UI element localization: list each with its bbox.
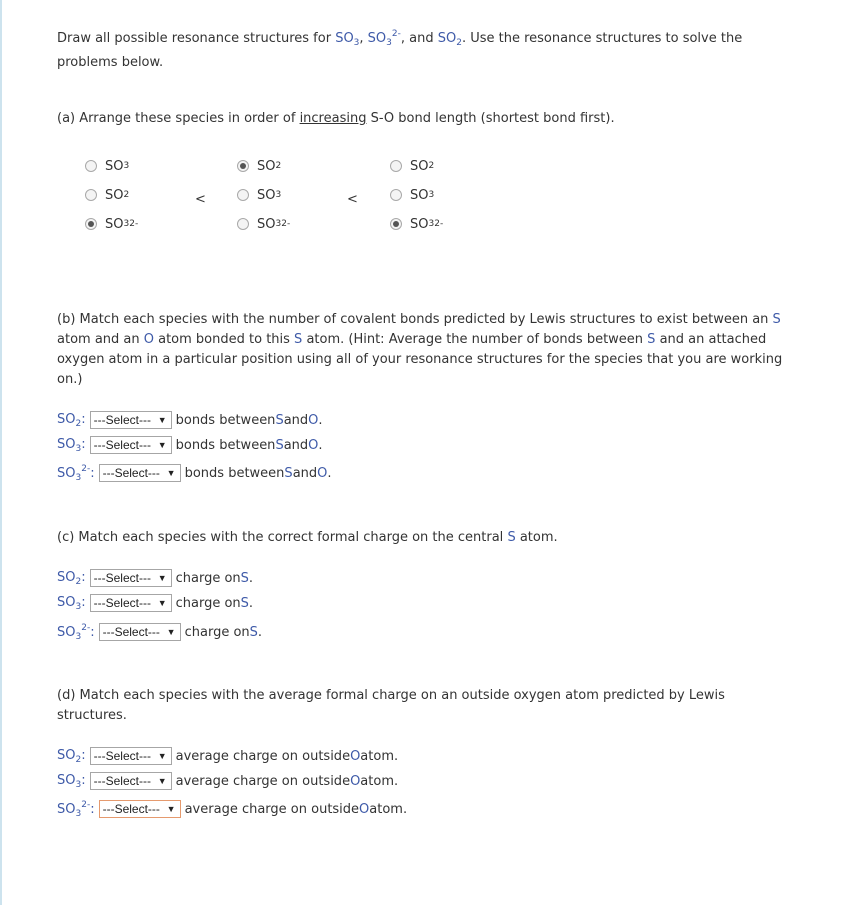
part-d-row-so3-2minus: $SO_3^{2-}$: ---Select--- ▼ average charge on outside O atom. (57, 799, 408, 819)
radio-option-g2-so3-2minus[interactable]: SO 3 2- (237, 215, 290, 233)
radio-option-g3-so3[interactable]: SO 3 (390, 186, 434, 204)
dropdown-arrow-icon: ▼ (157, 751, 167, 761)
radio-button[interactable] (237, 218, 249, 230)
dropdown-arrow-icon: ▼ (157, 440, 167, 450)
avg-charge-select-so2[interactable]: ---Select--- ▼ (90, 747, 172, 765)
radio-button[interactable] (237, 189, 249, 201)
charge-select-so3[interactable]: ---Select--- ▼ (90, 594, 172, 612)
radio-button-selected[interactable] (390, 218, 402, 230)
radio-button[interactable] (85, 160, 97, 172)
charge-select-so3-2minus[interactable]: ---Select--- ▼ (99, 623, 181, 641)
radio-button[interactable] (390, 189, 402, 201)
charge-select-so2[interactable]: ---Select--- ▼ (90, 569, 172, 587)
part-d-question: (d) Match each species with the average formal charge on an outside oxygen atom predicted by Lewis structures. (57, 688, 725, 723)
part-d-row-so3: $SO_3$: ---Select--- ▼ average charge on outside O atom. (57, 772, 399, 790)
radio-option-g3-so3-2minus[interactable]: SO 3 2- (390, 215, 443, 233)
dropdown-arrow-icon: ▼ (157, 598, 167, 608)
part-b-question: (b) Match each species with the number of covalent bonds predicted by Lewis structures to exist between an S atom and an O atom bonded to this S atom. (Hint: Average the number of bonds between S and an attached oxygen atom in a particular position using all of your resonance structures for the species that you are working on.) (57, 312, 783, 387)
bonds-select-so2[interactable]: ---Select--- ▼ (90, 411, 172, 429)
part-b-row-so2: $SO_2$: ---Select--- ▼ bonds between S and O . (57, 411, 323, 429)
radio-option-g1-so3[interactable]: SO 3 (85, 157, 129, 175)
dropdown-arrow-icon: ▼ (166, 627, 176, 637)
part-c-question: (c) Match each species with the correct formal charge on the central S atom. (57, 530, 558, 545)
left-border (0, 0, 2, 905)
dropdown-arrow-icon: ▼ (157, 573, 167, 583)
dropdown-arrow-icon: ▼ (157, 415, 167, 425)
part-c-row-so3: $SO_3$: ---Select--- ▼ charge on S . (57, 594, 254, 612)
intro-text: Draw all possible resonance structures for $SO_3$, $SO_3^{2-}$, and $SO_2$. Use the resonance structures to solve the problems below. (57, 29, 743, 70)
part-a-question: (a) Arrange these species in order of increasing S-O bond length (shortest bond first). (57, 111, 615, 126)
radio-option-g3-so2[interactable]: SO 2 (390, 157, 434, 175)
part-b-row-so3: $SO_3$: ---Select--- ▼ bonds between S and O . (57, 436, 323, 454)
radio-button[interactable] (390, 160, 402, 172)
radio-option-g2-so2[interactable]: SO 2 (237, 157, 281, 175)
avg-charge-select-so3-2minus[interactable]: ---Select--- ▼ (99, 800, 181, 818)
radio-option-g1-so2[interactable]: SO 2 (85, 186, 129, 204)
dropdown-arrow-icon: ▼ (157, 776, 167, 786)
bonds-select-so3-2minus[interactable]: ---Select--- ▼ (99, 464, 181, 482)
dropdown-arrow-icon: ▼ (166, 468, 176, 478)
part-c-row-so2: $SO_2$: ---Select--- ▼ charge on S . (57, 569, 254, 587)
part-b-row-so3-2minus: $SO_3^{2-}$: ---Select--- ▼ bonds between S and O . (57, 463, 332, 483)
dropdown-arrow-icon: ▼ (166, 804, 176, 814)
part-d-row-so2: $SO_2$: ---Select--- ▼ average charge on outside O atom. (57, 747, 399, 765)
radio-button-selected[interactable] (85, 218, 97, 230)
radio-option-g1-so3-2minus[interactable]: SO 3 2- (85, 215, 138, 233)
less-than-sign: < (195, 192, 206, 207)
avg-charge-select-so3[interactable]: ---Select--- ▼ (90, 772, 172, 790)
radio-button-selected[interactable] (237, 160, 249, 172)
bonds-select-so3[interactable]: ---Select--- ▼ (90, 436, 172, 454)
radio-button[interactable] (85, 189, 97, 201)
less-than-sign: < (347, 192, 358, 207)
part-c-row-so3-2minus: $SO_3^{2-}$: ---Select--- ▼ charge on S . (57, 622, 263, 642)
radio-option-g2-so3[interactable]: SO 3 (237, 186, 281, 204)
